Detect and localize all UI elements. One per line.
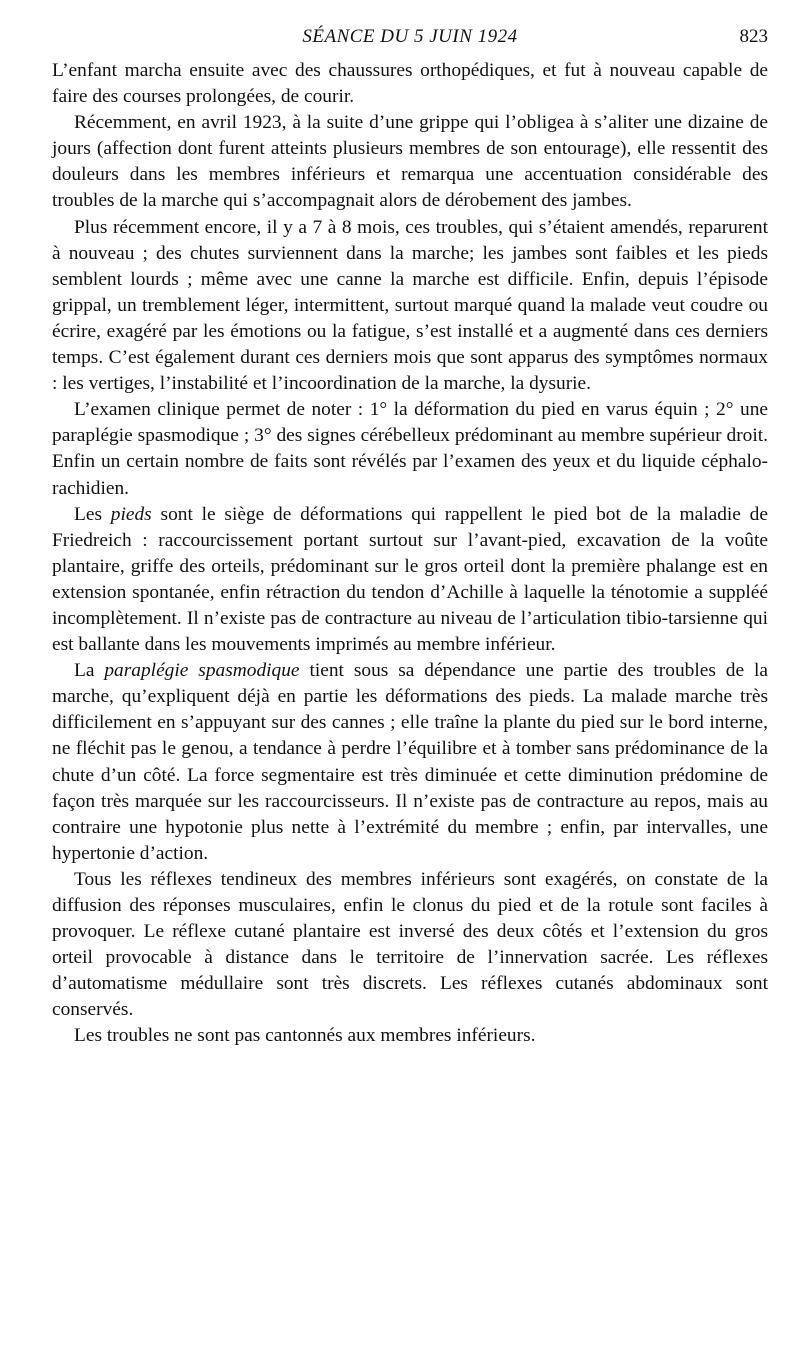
page-header [52, 26, 768, 58]
paragraph-text: L’enfant marcha ensuite avec des chaussures orthopédiques, et fut à nouveau capable de faire des courses prolongées, de courir. [52, 60, 768, 108]
italic-term: paraplégie spasmodique [104, 660, 300, 682]
paragraph-text: Plus récemment encore, il y a 7 à 8 mois, ces troubles, qui s’étaient amendés, reparurent à nouveau ; des chutes surviennent dans la marche; les jambes sont faibles et les pieds semblent lourds ; même avec une canne la marche est difficile. Enfin, depuis l’épisode grippal, un tremblement léger, intermittent, surtout marqué quand la malade veut coudre ou écrire, exagéré par les émotions ou la fatigue, s’est installé et a augmenté dans ces derniers temps. C’est également durant ces derniers mois que sont apparus des symptômes normaux : les vertiges, l’instabilité et l’incoordination de la marche, la dysurie. [52, 216, 768, 395]
document-page [52, 26, 768, 1050]
body-text [52, 58, 768, 1050]
paragraph [52, 658, 768, 867]
paragraph-text: Récemment, en avril 1923, à la suite d’une grippe qui l’obligea à s’aliter une dizaine de jours (affection dont furent atteints plusieurs membres de son entourage), elle ressentit des douleurs dans les membres inférieurs et remarqua une accentuation considérable des troubles de la marche qui s’accompagnait alors de dérobement des jambes. [52, 112, 768, 212]
page-number: 823 [739, 26, 768, 47]
italic-term: pieds [110, 503, 152, 525]
paragraph [52, 397, 768, 501]
paragraph [52, 58, 768, 110]
paragraph-lead: Les [74, 503, 111, 525]
paragraph-text: L’examen clinique permet de noter : 1° la déformation du pied en varus équin ; 2° une paraplégie spasmodique ; 3° des signes cérébelleux prédominant au membre supérieur droit. Enfin un certain nombre de faits sont révélés par l’examen des yeux et du liquide céphalo-rachidien. [52, 399, 768, 499]
paragraph-text: tient sous sa dépendance une partie des troubles de la marche, qu’expliquent déjà en partie les déformations des pieds. La malade marche très difficilement en s’appuyant sur des cannes ; elle traîne la plante du pied sur le bord interne, ne fléchit pas le genou, a tendance à perdre l’équilibre et à tomber sans prédominance de la chute d’un côté. La force segmentaire est très diminuée et cette diminution prédomine de façon très marquée sur les raccourcisseurs. Il n’existe pas de contracture au repos, mais au contraire une hypotonie plus nette à l’extrémité du membre ; enfin, par intervalles, une hypertonie d’action. [52, 660, 768, 864]
running-title: SÉANCE DU 5 JUIN 1924 [302, 26, 518, 47]
paragraph [52, 110, 768, 214]
paragraph [52, 502, 768, 659]
paragraph-text: Les troubles ne sont pas cantonnés aux membres inférieurs. [74, 1025, 536, 1047]
paragraph [52, 215, 768, 398]
paragraph-text: Tous les réflexes tendineux des membres inférieurs sont exagérés, on constate de la diffusion des réponses musculaires, enfin le clonus du pied et de la rotule sont faciles à provoquer. Le réflexe cutané plantaire est inversé des deux côtés et l’extension du gros orteil provocable à distance dans le territoire de l’innervation sacrée. Les réflexes d’automatisme médullaire sont très discrets. Les réflexes cutanés abdominaux sont conservés. [52, 868, 768, 1021]
paragraph-text: sont le siège de déformations qui rappellent le pied bot de la maladie de Friedreich : raccourcissement portant surtout sur l’avant-pied, excavation de la voûte plantaire, griffe des orteils, prédominant sur le gros orteil dont la première phalange est en extension spontanée, enfin rétraction du tendon d’Achille à laquelle la ténotomie a suppléé incomplètement. Il n’existe pas de contracture au niveau de l’articulation tibio-tarsienne qui est ballante dans les mouvements imprimés au membre inférieur. [52, 503, 768, 656]
paragraph-lead: La [74, 660, 105, 682]
paragraph [52, 867, 768, 1024]
paragraph [52, 1023, 768, 1049]
